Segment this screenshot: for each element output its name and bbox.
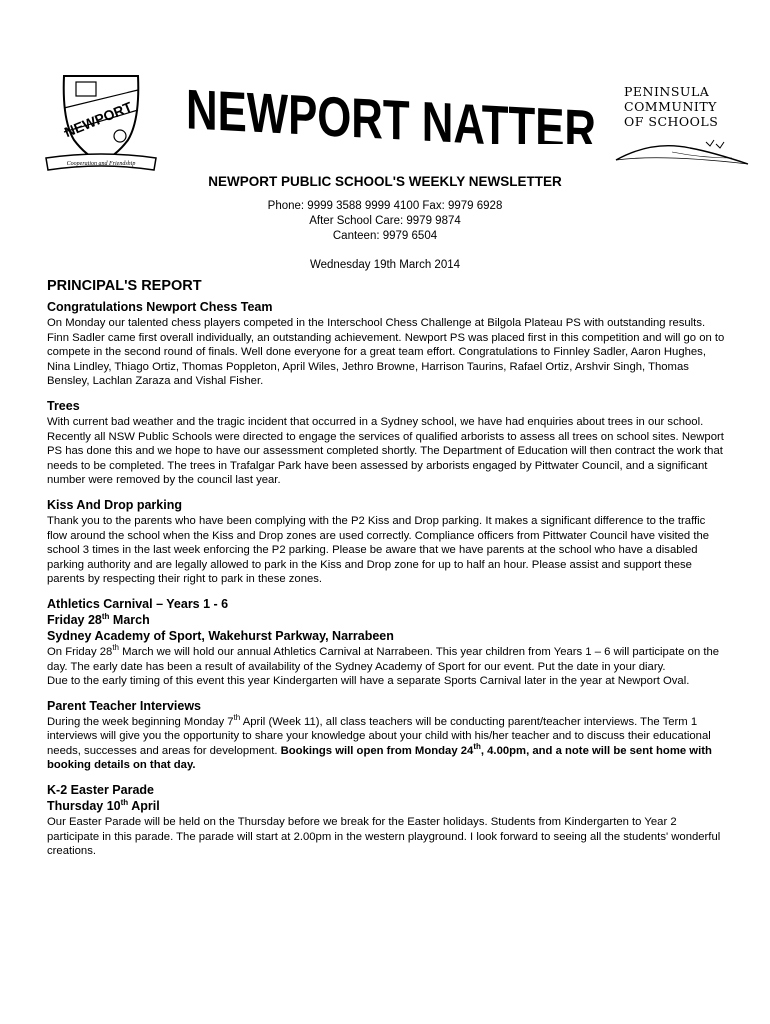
kiss-drop-body: Thank you to the parents who have been complying with the P2 Kiss and Drop parking. It makes a significant difference to the traffic flow around the school when the Kiss and Drop zones are used correctly. Compliance officers from Pittwater Council have visited the school 3 times in the last week enforcing the P2 parking. Please be aware that we have parents at the school who have a disabled parking authority and are legally allowed to park in the Kiss and Drop zone for up to half an hour. Please assist and support these parents by respecting their right to park in these zones.	[47, 514, 710, 586]
masthead-title: NEWPORT NATTER	[186, 77, 602, 144]
canteen-line: Canteen: 9979 6504	[332, 230, 438, 242]
peninsula-logo-icon	[612, 134, 752, 178]
date-line: Wednesday 19th March 2014	[309, 259, 461, 271]
easter-date-post: April	[128, 799, 160, 814]
athletics-body-sup: th	[112, 643, 119, 653]
interviews-body-sup: th	[233, 712, 241, 722]
kiss-drop-heading: Kiss And Drop parking	[47, 497, 182, 512]
easter-body: Our Easter Parade will be held on the Thursday before we break for the Easter holidays. Students from Kindergarten to Year 2 participate in this parade. The parade will start at 2.00pm in the western playground. I look forward to seeing all the students' wonderful creations.	[47, 816, 721, 858]
athletics-date-sup: th	[101, 611, 110, 621]
athletics-body-1	[47, 645, 727, 674]
easter-date-pre: Thursday 10	[47, 799, 121, 814]
phone-line: Phone: 9999 3588 9999 4100 Fax: 9979 6928	[267, 200, 503, 212]
athletics-body-post: March we will hold our annual Athletics Carnival at Narrabeen. This year children from Years 1 – 6 will participate on the day. The early date has been a result of availability of the Sydney Academy of Sport for our event. Put the date in your diary.	[47, 645, 720, 673]
school-crest	[42, 70, 160, 178]
masthead	[182, 72, 602, 144]
chess-body: On Monday our talented chess players competed in the Interschool Chess Challenge at Bilgola Plateau PS with outstanding results. Finn Sadler came first overall individually, an outstanding achievement. Newport PS was placed first in this competition and will go on to compete in the second round of finals. Well done everyone for a great team effort. Congratulations to Finnley Sadler, Aaron Hughes, Nina Lindley, Thiago Ortiz, Thomas Poppleton, April Wiles, Jethro Browne, Harrison Taurins, Rafael Ortiz, Arshvir Singh, Thomas Bensley, Lachlan Zaraza and Vishal Fisher.	[47, 317, 725, 388]
peninsula-line-1: PENINSULA	[624, 84, 710, 99]
peninsula-community-text	[624, 84, 744, 129]
athletics-date	[47, 613, 727, 628]
easter-date-sup: th	[120, 797, 129, 807]
chess-heading: Congratulations Newport Chess Team	[47, 300, 273, 314]
athletics-body-pre: On Friday 28	[47, 645, 113, 658]
crest-banner: Cooperation and Friendship	[66, 161, 136, 167]
interviews-body	[47, 712, 727, 773]
trees-heading: Trees	[47, 398, 80, 413]
interviews-body-mid: April (Week 11), all class teachers will be conducting parent/teacher interviews. The Term 1 interviews will give you the opportunity to share your knowledge about your child with his/her teacher and to discuss their educational needs, successes and areas for development.	[47, 715, 711, 757]
interviews-bold-sup: th	[473, 742, 481, 752]
interviews-heading: Parent Teacher Interviews	[47, 698, 202, 713]
peninsula-line-3: OF SCHOOLS	[624, 114, 719, 129]
interviews-bold-pre: Bookings will open from Monday 24	[280, 744, 474, 757]
interviews-bold-post: , 4.00pm, and a note will be sent home with booking details on that day.	[47, 744, 712, 772]
peninsula-line-2: COMMUNITY	[624, 99, 717, 114]
interviews-body-pre: During the week beginning Monday 7	[47, 715, 234, 728]
after-school-care-line: After School Care: 9979 9874	[309, 215, 461, 227]
athletics-date-pre: Friday 28	[47, 612, 102, 627]
principals-report	[47, 278, 727, 859]
athletics-body-2: Due to the early timing of this event this year Kindergarten will have a separate Sports Carnival later in the year at Newport Oval.	[47, 675, 690, 688]
crest-text: NEWPORT	[61, 98, 135, 141]
trees-body: With current bad weather and the tragic incident that occurred in a Sydney school, we have had enquiries about trees in our school. Recently all NSW Public Schools were directed to engage the services of qualified arborists to assess all trees on school sites. Newport PS has done this and we hope to have our assessment completed shortly. The Department of Education will then contract the work that needs to be completed. The trees in Trafalgar Park have been assessed by arborists engaged by Pittwater Council, and a significant number were removed by the council last year.	[47, 415, 724, 487]
athletics-heading: Athletics Carnival – Years 1 - 6	[47, 596, 229, 611]
athletics-date-post: March	[109, 612, 150, 627]
newsletter-subtitle: NEWPORT PUBLIC SCHOOL'S WEEKLY NEWSLETTER	[208, 174, 562, 189]
athletics-venue: Sydney Academy of Sport, Wakehurst Parkway, Narrabeen	[47, 628, 394, 643]
easter-heading: K-2 Easter Parade	[47, 783, 155, 798]
easter-date	[47, 799, 727, 814]
section-title: PRINCIPAL'S REPORT	[47, 278, 202, 294]
